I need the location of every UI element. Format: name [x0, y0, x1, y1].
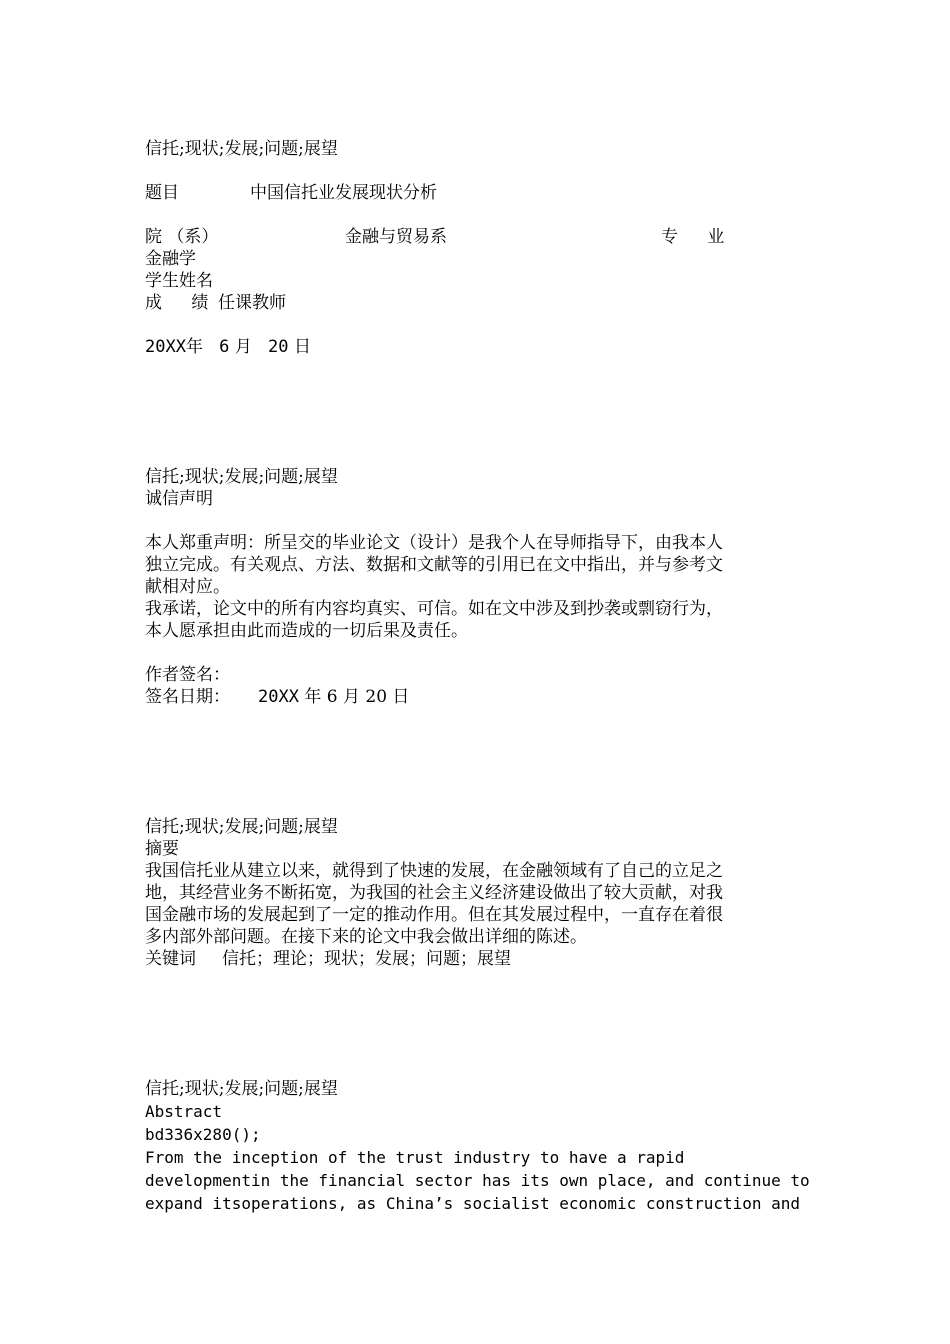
- title-value: 中国信托业发展现状分析: [250, 183, 437, 203]
- major-value: 金融学: [145, 249, 196, 269]
- abstract-en-line1: From the inception of the trust industry to have a rapid: [145, 1148, 685, 1167]
- integrity-keywords-header: 信托;现状;发展;问题;展望: [145, 467, 338, 487]
- abstract-cn-line4: 多内部外部问题。在接下来的论文中我会做出详细的陈述。: [145, 927, 587, 947]
- abstract-en-heading: Abstract: [145, 1102, 223, 1121]
- title-label: 题目: [145, 183, 179, 203]
- abstract-en-code-line: bd336x280();: [145, 1125, 261, 1144]
- integrity-heading: 诚信声明: [145, 489, 213, 509]
- abstract-cn-line2: 地，其经营业务不断拓宽，为我国的社会主义经济建设做出了较大贡献，对我: [145, 883, 723, 903]
- abstract-en-line2: developmentin the financial sector has its own place, and continue to: [145, 1171, 810, 1190]
- date-day: 20: [268, 337, 289, 357]
- integrity-para2-line1: 我承诺，论文中的所有内容均真实、可信。如在文中涉及到抄袭或剽窃行为，: [145, 599, 723, 619]
- teacher-label: 任课教师: [218, 293, 286, 313]
- abstract-cn-heading: 摘要: [145, 839, 179, 859]
- sign-date-value: [258, 686, 409, 708]
- author-signature-label: 作者签名：: [145, 665, 230, 685]
- sign-date-rest: 年 6 月 20 日: [304, 687, 410, 707]
- abstract-cn-line1: 我国信托业从建立以来，就得到了快速的发展，在金融领域有了自己的立足之: [145, 861, 723, 881]
- date-month: 6: [219, 337, 230, 357]
- dept-value: 金融与贸易系: [345, 227, 447, 247]
- score-label: 成 绩: [145, 293, 209, 313]
- abstract-en-line3: expand itsoperations, as China’s socialist economic construction and: [145, 1194, 801, 1213]
- student-name-label: 学生姓名: [145, 271, 213, 291]
- abstract-cn-line3: 国金融市场的发展起到了一定的推动作用。但在其发展过程中，一直存在着很: [145, 905, 723, 925]
- keywords-label: 关键词: [145, 949, 196, 969]
- integrity-para2-line2: 本人愿承担由此而造成的一切后果及责任。: [145, 621, 468, 641]
- dept-label: 院 （系）: [145, 227, 219, 247]
- integrity-para1-line3: 献相对应。: [145, 577, 230, 597]
- cover-keywords-header: 信托;现状;发展;问题;展望: [145, 139, 338, 159]
- integrity-para1-line1: 本人郑重声明：所呈交的毕业论文（设计）是我个人在导师指导下，由我本人: [145, 533, 723, 553]
- major-label: 专 业: [661, 227, 725, 247]
- date-year-unit: 年: [185, 337, 203, 357]
- date-month-unit: 月: [234, 337, 252, 357]
- date-year: 20XX: [145, 337, 186, 357]
- sign-date-label: 签名日期：: [145, 687, 230, 707]
- abstract-en-keywords-header: 信托;现状;发展;问题;展望: [145, 1079, 338, 1099]
- date-day-unit: 日: [293, 337, 311, 357]
- integrity-para1-line2: 独立完成。有关观点、方法、数据和文献等的引用已在文中指出，并与参考文: [145, 555, 723, 575]
- sign-date-year: 20XX: [258, 687, 299, 707]
- keywords-value: 信托；理论；现状；发展；问题；展望: [222, 949, 511, 969]
- abstract-cn-keywords-header: 信托;现状;发展;问题;展望: [145, 817, 338, 837]
- cover-date: [145, 336, 311, 358]
